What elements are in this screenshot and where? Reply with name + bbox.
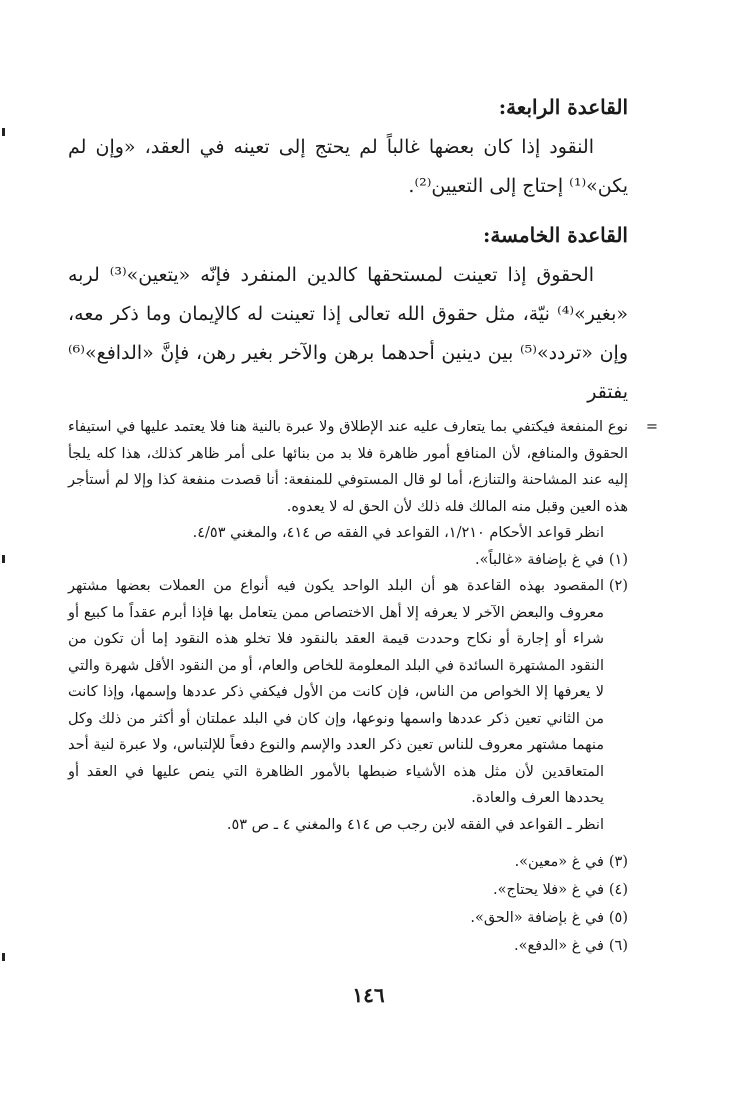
- rule4-text: النقود إذا كان بعضها غالباً لم يحتج إلى تعينه في العقد، «وإن لم يكن»⁽¹⁾ إحتاج إلى التعيين⁽²⁾.: [68, 136, 628, 197]
- footnote-item: [68, 876, 628, 904]
- footnote-number: (٦): [608, 938, 628, 954]
- page-number: ١٤٦: [352, 983, 385, 1007]
- margin-mark: [2, 953, 5, 961]
- continuation-marker: =: [645, 419, 658, 435]
- continuation-ref: انظر قواعد الأحكام ١/٢١٠، القواعد في الفقه ص ٤١٤، والمغني ٤/٥٣.: [192, 525, 604, 541]
- footnote-item: [68, 932, 628, 960]
- margin-mark: [2, 555, 5, 563]
- footnote-text: في غ «الدفع».: [514, 938, 604, 954]
- continuation-text: نوع المنفعة فيكتفي بما يتعارف عليه عند الإطلاق ولا عبرة بالنية هنا فلا يعتمد عليها في استيفاء الحقوق والمنافع، لأن المنافع أمور ظاهرة فلا بد من بنائها على أمر ظاهر كذلك، هذا كله يلجأ إليه عند المشاحنة والتنازع، أما لو قال المستوفي للمنفعة: أنا قصدت منفعة كذا وإلا لم أستأجر هذه العين وقبل منه المالك فله ذلك لأن الحق له لا يعدوه.: [68, 419, 628, 515]
- footnote-continuation: [68, 414, 658, 520]
- page-body: [68, 92, 658, 960]
- rule5-text: الحقوق إذا تعينت لمستحقها كالدين المنفرد فإنّه «يتعين»⁽³⁾ لربه «بغير»⁽⁴⁾ نيّة، مثل حقوق الله تعالى إذا تعينت له كالإيمان وما ذكر معه، وإن «تردد»⁽⁵⁾ بين دينين أحدهما برهن والآخر بغير رهن، فإنَّ «الدافع»⁽⁶⁾ يفتقر: [68, 264, 628, 403]
- footnote-text: في غ بإضافة «غالباً».: [475, 551, 604, 568]
- footnote-text: في غ «فلا يحتاج».: [493, 882, 604, 898]
- margin-mark: [2, 128, 5, 136]
- footnote-number: (٥): [608, 910, 628, 926]
- footnote-ref: انظر ـ القواعد في الفقه لابن رجب ص ٤١٤ والمغني ٤ ـ ص ٥٣.: [226, 816, 604, 833]
- footnote-text: في غ بإضافة «الحق».: [470, 910, 604, 926]
- footnote-text: المقصود بهذه القاعدة هو أن البلد الواحد يكون فيه أنواع من العملات بعضها مشتهر معروف والبعض الآخر لا يعرفه إلا أهل الاختصاص ممن يتعامل بها فإذا أبرم عقداً ما كبيع أو شراء أو إجارة أو نكاح وحددت قيمة العقد بالنقود فلا تخلو هذه النقود إما أن تكون من النقود المشتهرة السائدة في البلد المعلومة للخاص والعام، أو من النقود الأقل شهرة والتي لا يعرفها إلا الخواص من الناس، فإن كانت من الأول فيكفي ذكر عددها وإسمها، وإذا كانت من الثاني تعين ذكر عددها واسمها ونوعها، وإن كان في البلد عملتان أو أكثر من ذلك وكل منهما مشتهر معروف للناس تعين ذكر العدد والإسم والنوع دفعاً للإلتباس، ولا عبرة لنية أحد المتعاقدين لأن مثل هذه الأشياء ضبطها بالأمور الظاهرة التي ينص عليها في العقد أو يحددها العرف والعادة.: [68, 578, 604, 806]
- footnote-list: [68, 848, 628, 960]
- footnote-item: [68, 573, 628, 838]
- rule4-heading: القاعدة الرابعة:: [498, 95, 628, 119]
- rule5-heading: القاعدة الخامسة:: [482, 223, 628, 247]
- footnote-text: في غ «معين».: [514, 854, 604, 870]
- footnote-number: (١): [608, 551, 628, 568]
- footnote-number: (٢): [608, 578, 628, 594]
- footnote-item: [68, 848, 628, 876]
- footnote-number: (٣): [608, 854, 628, 870]
- footnotes-section: [68, 414, 658, 960]
- footnote-item: [68, 904, 628, 932]
- footnote-number: (٤): [608, 882, 628, 898]
- footnote-item: [68, 547, 628, 574]
